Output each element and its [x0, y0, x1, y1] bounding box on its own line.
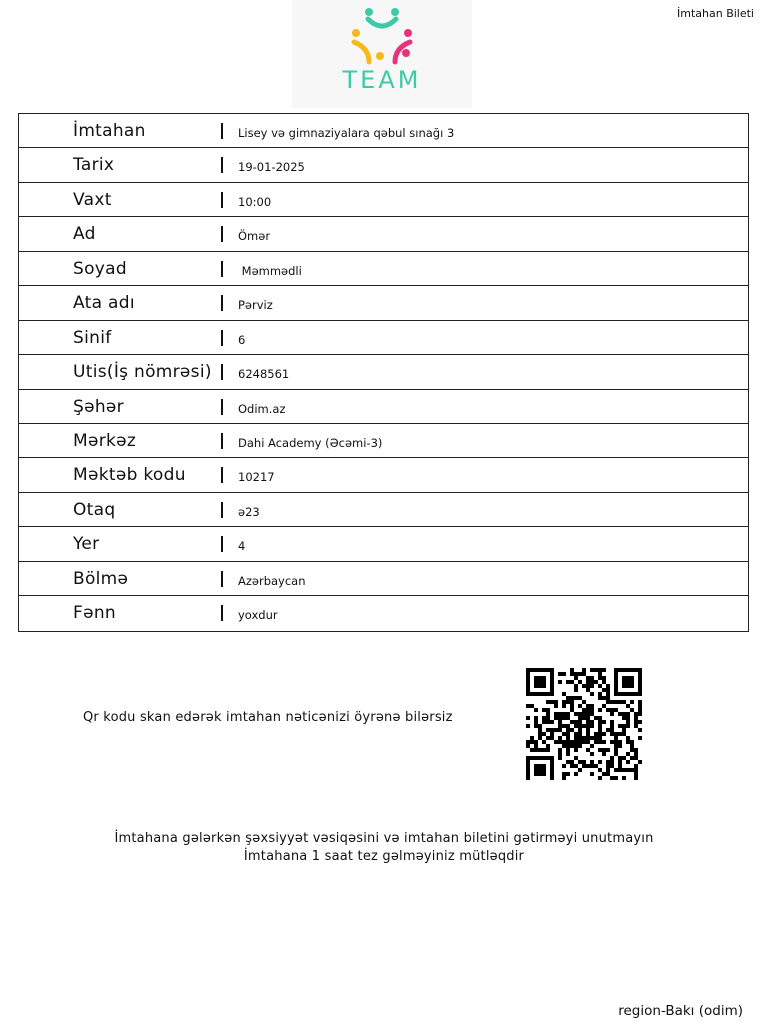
row-separator [221, 123, 223, 139]
row-value: ə23 [238, 504, 260, 519]
row-label: Ata adı [73, 293, 135, 314]
row-value: 6 [238, 332, 246, 347]
row-subject [19, 596, 748, 630]
row-label: Utis(İş nömrəsi) [73, 362, 212, 383]
row-separator [221, 330, 223, 346]
row-value: 6248561 [238, 367, 290, 382]
notice-line-2: İmtahana 1 saat tez gəlməyiniz mütləqdir [243, 849, 525, 864]
row-time [19, 183, 748, 217]
row-city [19, 390, 748, 424]
row-label: Soyad [73, 258, 127, 279]
row-separator [221, 536, 223, 552]
row-utis [19, 355, 748, 389]
row-value: 19-01-2025 [238, 160, 305, 175]
row-label: Sinif [73, 327, 112, 348]
row-separator [221, 399, 223, 415]
row-label: Yer [73, 534, 100, 555]
row-date [19, 148, 748, 182]
row-father-name [19, 286, 748, 320]
document-type-label: İmtahan Bileti [677, 7, 754, 20]
row-label: Fənn [73, 603, 116, 624]
row-grade [19, 321, 748, 355]
row-label: Şəhər [73, 396, 124, 417]
row-label: Mərkəz [73, 430, 137, 451]
qr-instruction-text: Qr kodu skan edərək imtahan nəticənizi öyrənə bilərsiz [83, 710, 453, 725]
row-value: Odim.az [238, 401, 286, 416]
region-label: region-Bakı (odim) [618, 1003, 743, 1019]
row-value: Pərviz [238, 298, 273, 313]
row-value: Məmmədli [238, 263, 302, 278]
row-separator [221, 433, 223, 449]
row-label: Vaxt [73, 189, 112, 210]
qr-code[interactable] [526, 668, 643, 780]
row-value: Dahi Academy (Əcəmi-3) [238, 435, 383, 450]
row-room [19, 493, 748, 527]
row-value: Azərbaycan [238, 573, 306, 588]
row-label: Tarix [73, 155, 115, 176]
row-separator [221, 467, 223, 483]
row-value: yoxdur [238, 608, 278, 623]
row-label: Məktəb kodu [73, 465, 186, 486]
row-value: 4 [238, 539, 246, 554]
row-label: Otaq [73, 499, 116, 520]
row-separator [221, 605, 223, 621]
row-seat [19, 527, 748, 561]
row-separator [221, 226, 223, 242]
logo-wordmark: TEAM [342, 66, 422, 94]
row-value: Ömər [238, 229, 271, 244]
row-separator [221, 502, 223, 518]
row-exam [19, 114, 748, 148]
row-separator [221, 192, 223, 208]
row-separator [221, 364, 223, 380]
row-separator [221, 157, 223, 173]
row-label: Ad [73, 224, 96, 245]
row-center [19, 424, 748, 458]
row-label: Bölmə [73, 568, 129, 589]
row-last-name [19, 252, 748, 286]
exam-info-table [18, 113, 749, 632]
row-value: Lisey və gimnaziyalara qəbul sınağı 3 [238, 126, 455, 140]
row-first-name [19, 217, 748, 251]
row-label: İmtahan [73, 121, 146, 141]
row-section [19, 562, 748, 596]
row-separator [221, 261, 223, 277]
row-separator [221, 571, 223, 587]
row-separator [221, 295, 223, 311]
row-value: 10217 [238, 470, 275, 485]
notice-line-1: İmtahana gələrkən şəxsiyyət vəsiqəsini və imtahan biletini gətirməyi unutmayın [114, 831, 654, 846]
row-school-code [19, 458, 748, 492]
row-value: 10:00 [238, 194, 272, 209]
team-logo [292, 0, 472, 108]
